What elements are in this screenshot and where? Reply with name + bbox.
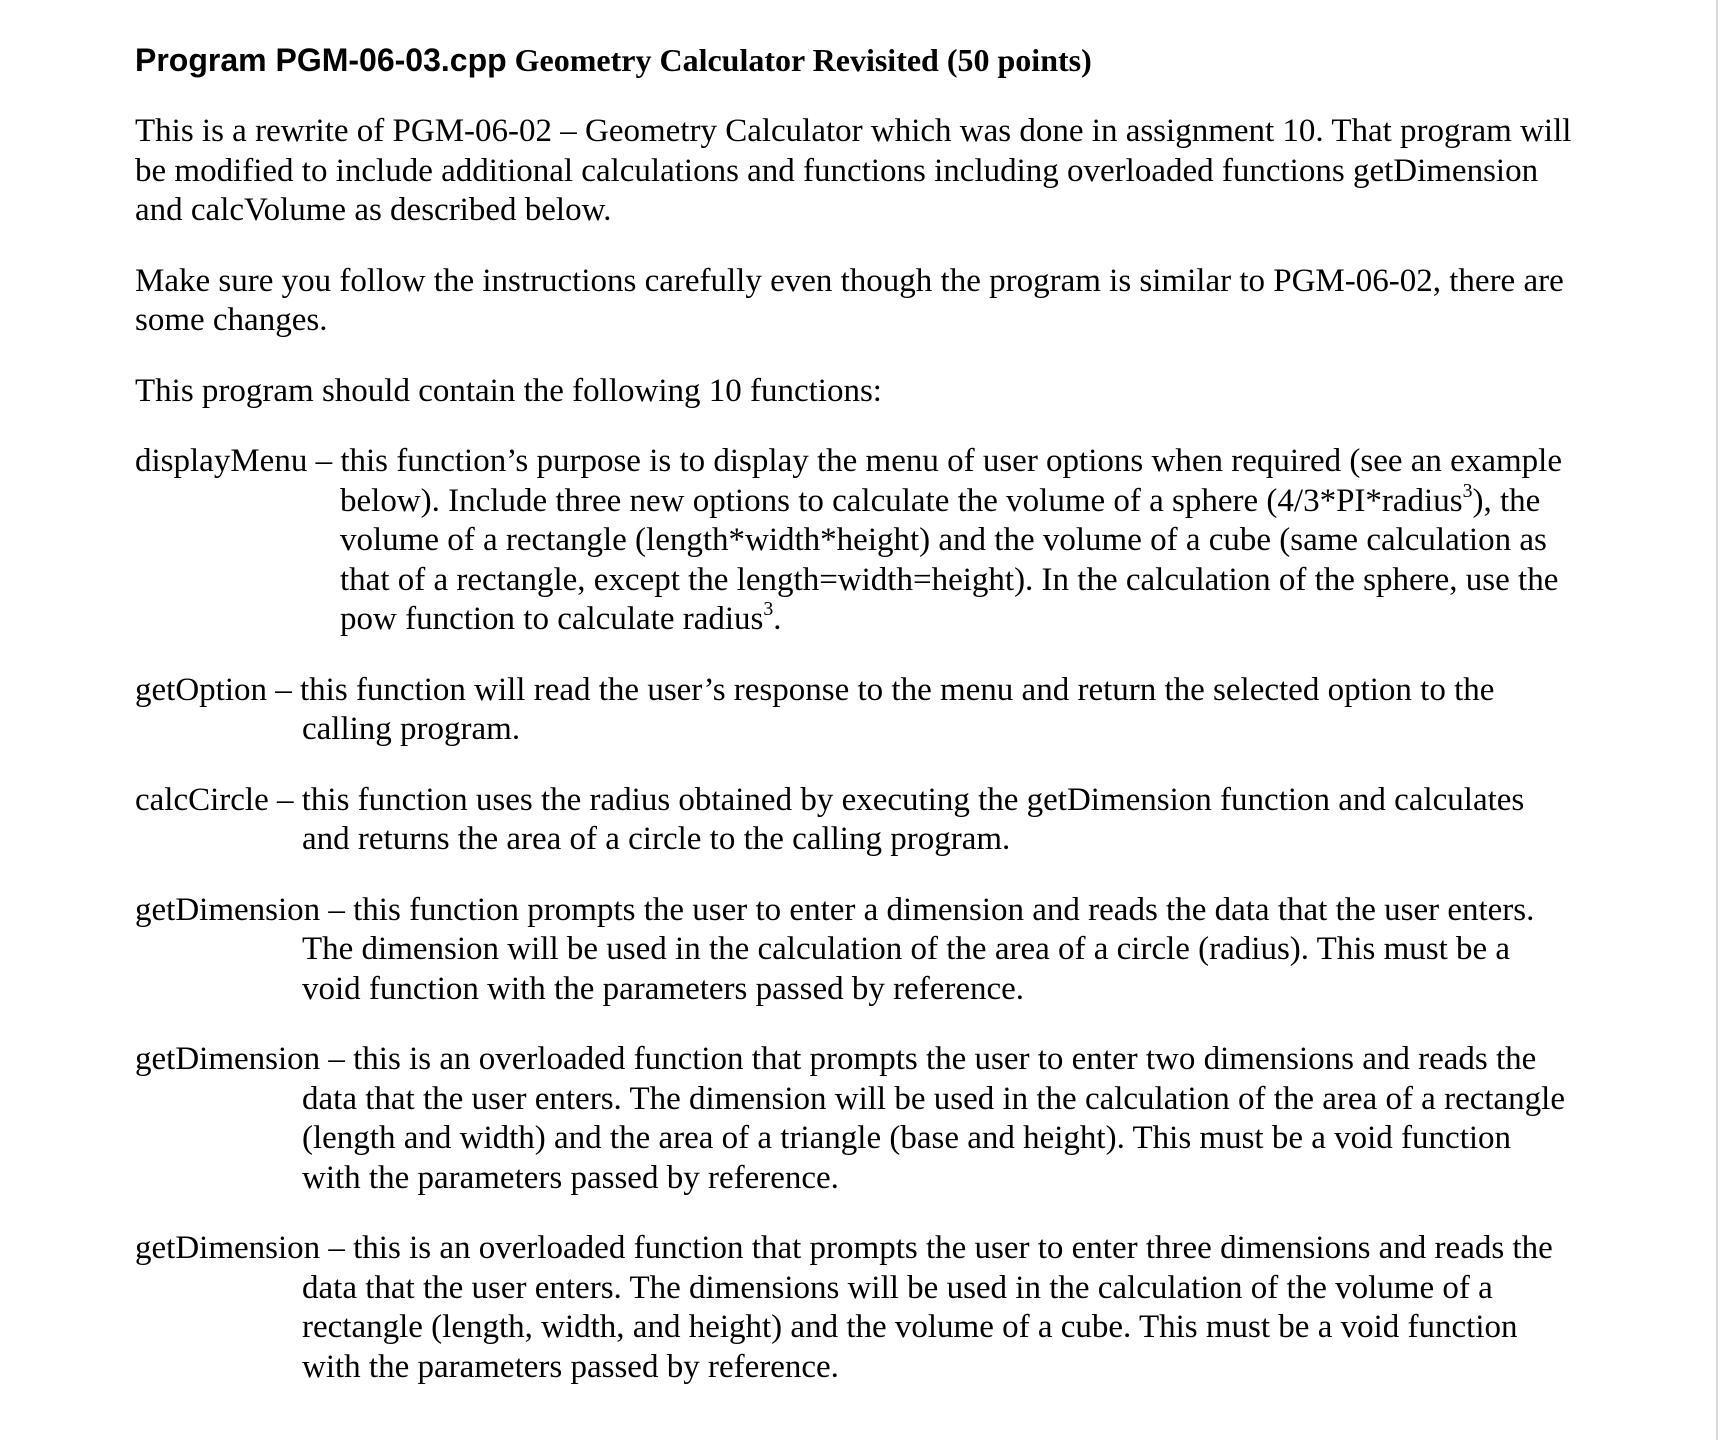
page-edge-divider	[1716, 0, 1718, 1440]
displaymenu-text-1: displayMenu – this function’s purpose is to display the menu of user options when required (see an example below). Include three new options to calculate the volume of a sphere (4/3*PI*radius	[135, 443, 1562, 519]
function-displaymenu	[135, 442, 1575, 640]
displaymenu-text-3: .	[773, 601, 782, 637]
page-title	[135, 36, 1575, 84]
intro-paragraph-1: This is a rewrite of PGM-06-02 – Geometry Calculator which was done in assignment 10. That program will be modified to include additional calculations and functions including overloaded functions getDimension and calcVolume as described below.	[135, 113, 1572, 228]
function-getdimension-three: getDimension – this is an overloaded function that prompts the user to enter three dimensions and reads the data that the user enters. The dimensions will be used in the calculation of the volume of a rectangle (length, width, and height) and the volume of a cube. This must be a void function with the parameters passed by reference.	[135, 1230, 1553, 1385]
document-content	[135, 36, 1575, 1418]
displaymenu-superscript-2: 3	[763, 598, 774, 621]
function-getdimension-one: getDimension – this function prompts the user to enter a dimension and reads the data that the user enters. The dimension will be used in the calculation of the area of a circle (radius). This must be a void function with the parameters passed by reference.	[135, 891, 1535, 1007]
function-getdimension-two: getDimension – this is an overloaded function that prompts the user to enter two dimensions and reads the data that the user enters. The dimension will be used in the calculation of the area of a rectangle (length and width) and the area of a triangle (base and height). This must be a void function with the parameters passed by reference.	[135, 1041, 1565, 1196]
displaymenu-superscript-1: 3	[1462, 479, 1473, 502]
title-description: Geometry Calculator Revisited (50 points)	[514, 42, 1092, 78]
displaymenu-text-2: ), the volume of a rectangle (length*width*height) and the volume of a cube (same calculation as that of a rectangle, except the length=width=height). In the calculation of the sphere, use the pow function to calculate radius	[340, 482, 1559, 637]
function-calccircle: calcCircle – this function uses the radius obtained by executing the getDimension function and calculates and returns the area of a circle to the calling program.	[135, 781, 1525, 857]
function-getoption: getOption – this function will read the user’s response to the menu and return the selected option to the calling program.	[135, 671, 1495, 747]
title-program-name: Program PGM-06-03.cpp	[135, 42, 507, 78]
intro-paragraph-3: This program should contain the following 10 functions:	[135, 372, 882, 409]
intro-paragraph-2: Make sure you follow the instructions carefully even though the program is similar to PGM-06-02, there are some changes.	[135, 262, 1564, 338]
